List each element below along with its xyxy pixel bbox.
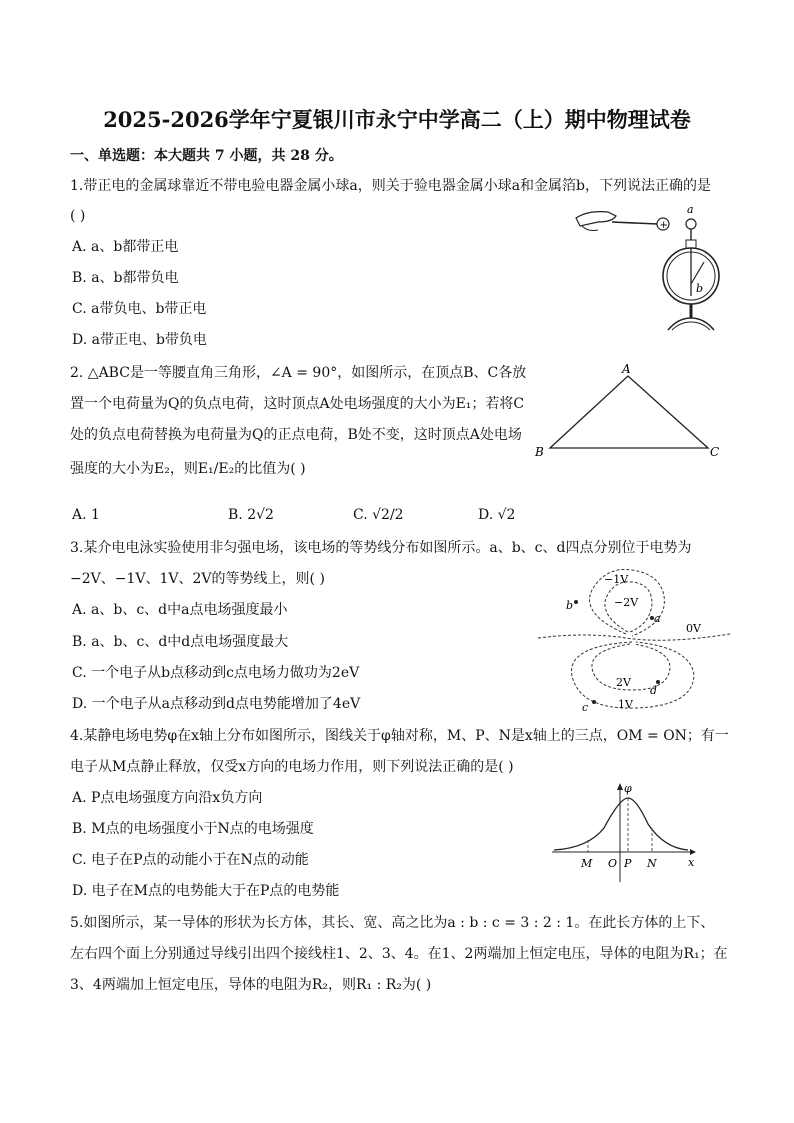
question-2-stem-cont-2: 处的负点电荷替换为电荷量为Q的正点电荷，B处不变，这时顶点A处电场 bbox=[70, 427, 522, 443]
question-3-option-d: D. 一个电子从a点移动到d点电势能增加了4eV bbox=[72, 696, 361, 712]
point-c: c bbox=[582, 701, 589, 714]
axis-phi: φ bbox=[624, 782, 632, 795]
question-4-option-a: A. P点电场强度方向沿x负方向 bbox=[72, 790, 263, 806]
page-title: 2025-2026学年宁夏银川市永宁中学高二（上）期中物理试卷 bbox=[103, 107, 691, 132]
axis-x: x bbox=[688, 856, 695, 869]
label-b: b bbox=[696, 282, 704, 295]
question-1-option-a: A. a、b都带正电 bbox=[72, 239, 179, 255]
label-1v: 1V bbox=[618, 698, 633, 711]
point-m: M bbox=[581, 857, 593, 870]
question-3-option-c: C. 一个电子从b点移动到c点电场力做功为2eV bbox=[72, 665, 360, 681]
question-2-option-c: C. √2/2 bbox=[353, 507, 404, 523]
point-d: d bbox=[650, 684, 658, 697]
label-neg1v: −1V bbox=[604, 573, 629, 586]
question-1-option-c: C. a带负电、b带正电 bbox=[72, 301, 207, 317]
point-b: b bbox=[566, 599, 574, 612]
electroscope-figure bbox=[568, 200, 728, 340]
question-4-option-b: B. M点的电场强度小于N点的电场强度 bbox=[72, 821, 314, 837]
section-heading: 一、单选题：本大题共 7 小题，共 28 分。 bbox=[70, 148, 343, 164]
question-3-option-a: A. a、b、c、d中a点电场强度最小 bbox=[72, 602, 288, 618]
vertex-a: A bbox=[622, 362, 631, 376]
question-1-stem-cont: ( ) bbox=[70, 208, 86, 224]
potential-graph-figure bbox=[548, 778, 704, 886]
question-1-option-d: D. a带正电、b带负电 bbox=[72, 332, 207, 348]
question-2-option-d: D. √2 bbox=[478, 507, 516, 523]
vertex-b: B bbox=[535, 445, 544, 459]
point-a: a bbox=[654, 612, 661, 625]
point-p: P bbox=[624, 857, 632, 870]
question-5-stem-cont-1: 左右四个面上分别通过导线引出四个接线柱1、2、3、4。在1、2两端加上恒定电压，导体的电阻为R₁；在 bbox=[70, 946, 728, 962]
origin-o: O bbox=[608, 857, 618, 870]
vertex-c: C bbox=[710, 445, 720, 459]
question-2-option-b: B. 2√2 bbox=[228, 507, 274, 523]
point-n: N bbox=[647, 857, 657, 870]
question-3-option-b: B. a、b、c、d中d点电场强度最大 bbox=[72, 634, 289, 650]
label-neg2v: −2V bbox=[614, 596, 639, 609]
label-2v: 2V bbox=[616, 676, 631, 689]
question-2-stem-cont-1: 置一个电荷量为Q的负点电荷，这时顶点A处电场强度的大小为E₁；若将C bbox=[70, 396, 525, 412]
question-2-stem: 2. △ABC是一等腰直角三角形，∠A = 90°，如图所示，在顶点B、C各放 bbox=[70, 365, 527, 381]
label-a: a bbox=[687, 203, 694, 216]
label-0v: 0V bbox=[686, 622, 701, 635]
question-2-option-a: A. 1 bbox=[72, 507, 100, 523]
question-1-option-b: B. a、b都带负电 bbox=[72, 270, 179, 286]
question-4-stem-cont: 电子从M点静止释放，仅受x方向的电场力作用，则下列说法正确的是( ) bbox=[70, 759, 514, 775]
question-5-stem: 5.如图所示，某一导体的形状为长方体，其长、宽、高之比为a : b : c = 3 : 2 : 1。在此长方体的上下、 bbox=[70, 915, 715, 931]
question-3-stem-cont: −2V、−1V、1V、2V的等势线上，则( ) bbox=[70, 571, 325, 587]
question-2-stem-cont-3: 强度的大小为E₂，则E₁/E₂的比值为( ) bbox=[70, 461, 306, 477]
question-4-option-c: C. 电子在P点的动能小于在N点的动能 bbox=[72, 852, 309, 868]
equipotential-figure bbox=[536, 566, 732, 718]
svg-text:+: + bbox=[659, 220, 668, 231]
question-4-stem: 4.某静电场电势φ在x轴上分布如图所示，图线关于φ轴对称，M、P、N是x轴上的三点，OM = ON；有一 bbox=[70, 728, 729, 744]
question-5-stem-cont-2: 3、4两端加上恒定电压，导体的电阻为R₂，则R₁ : R₂为( ) bbox=[70, 977, 432, 993]
question-1-stem: 1.带正电的金属球靠近不带电验电器金属小球a，则关于验电器金属小球a和金属箔b，下列说法正确的是 bbox=[70, 178, 712, 194]
triangle-figure bbox=[530, 360, 730, 464]
question-3-stem: 3.某介电电泳实验使用非匀强电场，该电场的等势线分布如图所示。a、b、c、d四点分别位于电势为 bbox=[70, 540, 692, 556]
question-4-option-d: D. 电子在M点的电势能大于在P点的电势能 bbox=[72, 883, 340, 899]
